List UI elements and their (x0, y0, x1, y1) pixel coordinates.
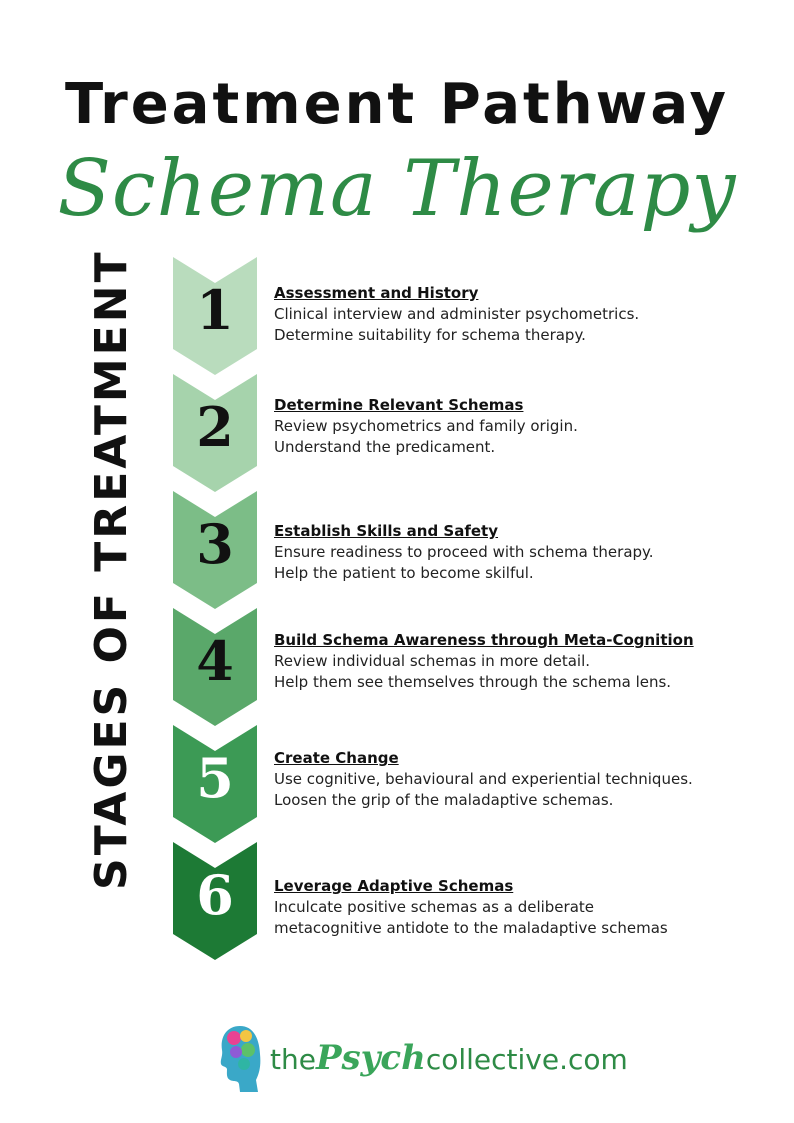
stage-2-line-1: Review psychometrics and family origin. (274, 417, 578, 435)
stage-3-line-1: Ensure readiness to proceed with schema therapy. (274, 543, 654, 561)
stage-5-chevron (173, 725, 257, 843)
stage-5-heading: Create Change (274, 749, 399, 767)
stage-5-number: 5 (196, 746, 234, 810)
stage-3-text (274, 521, 774, 584)
stage-3-heading: Establish Skills and Safety (274, 522, 499, 540)
stage-3-line-2: Help the patient to become skilful. (274, 564, 534, 582)
stage-6-line-1: Inculcate positive schemas as a deliberate (274, 898, 594, 916)
stage-4-chevron (173, 608, 257, 726)
stage-4-heading: Build Schema Awareness through Meta-Cognition (274, 631, 694, 649)
stage-4-line-1: Review individual schemas in more detail. (274, 652, 591, 670)
stage-4-text (274, 630, 774, 693)
stage-5-line-1: Use cognitive, behavioural and experiential techniques. (274, 770, 693, 788)
stage-2-heading: Determine Relevant Schemas (274, 396, 524, 414)
stage-1-chevron (173, 257, 257, 375)
brand-suffix: collective.com (425, 1043, 628, 1076)
stage-6-text (274, 876, 774, 939)
brand-prefix: the (270, 1043, 316, 1076)
stage-3-chevron (173, 491, 257, 609)
stage-6-chevron (173, 842, 257, 960)
stage-5-text (274, 748, 774, 811)
stage-6-heading: Leverage Adaptive Schemas (274, 877, 514, 895)
stage-1-heading: Assessment and History (274, 284, 479, 302)
page-title: Treatment Pathway (65, 72, 729, 137)
stage-4-line-2: Help them see themselves through the schema lens. (274, 673, 672, 691)
brand-wordmark (270, 1038, 628, 1078)
stage-4-number: 4 (196, 629, 234, 693)
brand-logo[interactable] (218, 1024, 628, 1094)
stage-2-number: 2 (196, 395, 234, 459)
stages-side-label: STAGES OF TREATMENT (86, 249, 137, 890)
stage-2-chevron (173, 374, 257, 492)
stage-1-line-2: Determine suitability for schema therapy. (274, 326, 586, 344)
page-subtitle: Schema Therapy (57, 144, 737, 234)
stage-1-number: 1 (196, 278, 234, 342)
stage-5-line-2: Loosen the grip of the maladaptive schemas. (274, 791, 614, 809)
stage-1-text (274, 283, 774, 346)
stage-2-text (274, 395, 774, 458)
head-silhouette-icon (218, 1024, 262, 1094)
stage-6-number: 6 (196, 863, 234, 927)
brand-highlight: Psych (315, 1038, 426, 1078)
stage-6-line-2: metacognitive antidote to the maladaptive schemas (274, 919, 668, 937)
stage-2-line-2: Understand the predicament. (274, 438, 496, 456)
stage-3-number: 3 (196, 512, 234, 576)
stage-1-line-1: Clinical interview and administer psychometrics. (274, 305, 640, 323)
